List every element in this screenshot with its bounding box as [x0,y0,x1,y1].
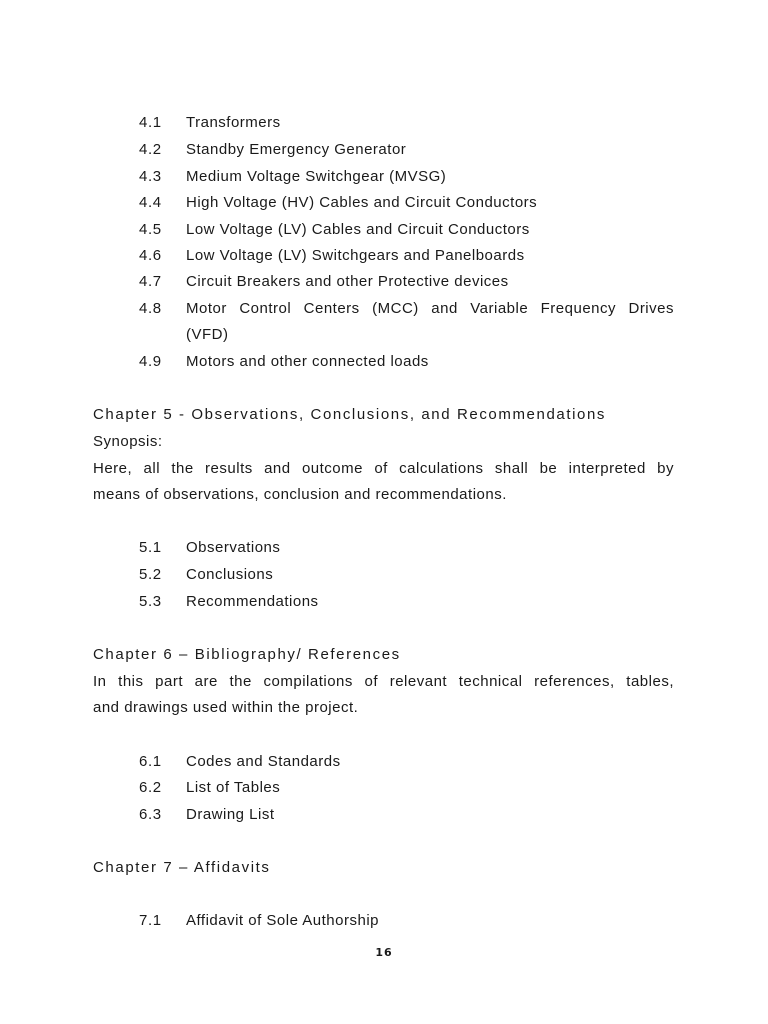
synopsis-label-row [0,429,768,455]
item-number: 4.6 [139,247,162,264]
list-item [0,269,768,295]
chapter-6-paragraph-line-2: and drawings used within the project. [93,699,359,716]
page-number: 16 [375,946,393,959]
list-item [0,749,768,775]
item-number: 4.1 [139,114,162,131]
paragraph-line [0,695,768,721]
item-text: List of Tables [186,779,281,796]
list-item [0,110,768,136]
synopsis-label: Synopsis: [93,433,163,450]
item-text: Standby Emergency Generator [186,141,407,158]
item-text: Circuit Breakers and other Protective devices [186,273,509,290]
item-number: 5.1 [139,539,162,556]
item-number: 4.4 [139,194,162,211]
list-item [0,775,768,801]
list-item [0,802,768,828]
list-item [0,589,768,615]
list-item [0,164,768,190]
item-number: 4.2 [139,141,162,158]
list-item [0,535,768,561]
item-number: 6.3 [139,806,162,823]
chapter-6-paragraph-line-1: In this part are the compilations of relevant technical references, tables, [93,673,674,690]
chapter-heading [0,855,768,881]
item-text: Motor Control Centers (MCC) and Variable Frequency Drives [186,300,674,317]
item-number: 4.8 [139,300,162,317]
item-number: 7.1 [139,912,162,929]
list-item [0,137,768,163]
chapter-5-paragraph-line-2: means of observations, conclusion and recommendations. [93,486,507,503]
item-text: Low Voltage (LV) Switchgears and Panelboards [186,247,525,264]
paragraph-line [0,456,768,482]
item-text: High Voltage (HV) Cables and Circuit Conductors [186,194,538,211]
item-text: Motors and other connected loads [186,353,429,370]
list-item-continuation [0,322,768,348]
list-item [0,349,768,375]
item-text: Transformers [186,114,281,131]
list-item [0,908,768,934]
item-number: 5.3 [139,593,162,610]
list-item [0,243,768,269]
item-text: Codes and Standards [186,753,341,770]
item-text: Low Voltage (LV) Cables and Circuit Conductors [186,221,530,238]
item-text: Drawing List [186,806,275,823]
item-number: 6.1 [139,753,162,770]
item-number: 4.9 [139,353,162,370]
chapter-heading [0,642,768,668]
item-text: Conclusions [186,566,274,583]
chapter-heading [0,402,768,428]
item-text: Observations [186,539,281,556]
item-number: 4.5 [139,221,162,238]
list-item [0,217,768,243]
item-number: 5.2 [139,566,162,583]
chapter-5-paragraph-line-1: Here, all the results and outcome of calculations shall be interpreted by [93,460,674,477]
item-number: 6.2 [139,779,162,796]
chapter-5-heading: Chapter 5 - Observations, Conclusions, and Recommendations [93,406,607,423]
item-text: Medium Voltage Switchgear (MVSG) [186,168,447,185]
item-number: 4.3 [139,168,162,185]
list-item [0,190,768,216]
list-item [0,562,768,588]
paragraph-line [0,669,768,695]
chapter-6-heading: Chapter 6 – Bibliography/ References [93,646,401,663]
item-text: Recommendations [186,593,319,610]
chapter-7-heading: Chapter 7 – Affidavits [93,859,271,876]
item-number: 4.7 [139,273,162,290]
paragraph-line [0,482,768,508]
list-item [0,296,768,322]
item-text: Affidavit of Sole Authorship [186,912,380,929]
item-text-continued: (VFD) [186,326,229,343]
